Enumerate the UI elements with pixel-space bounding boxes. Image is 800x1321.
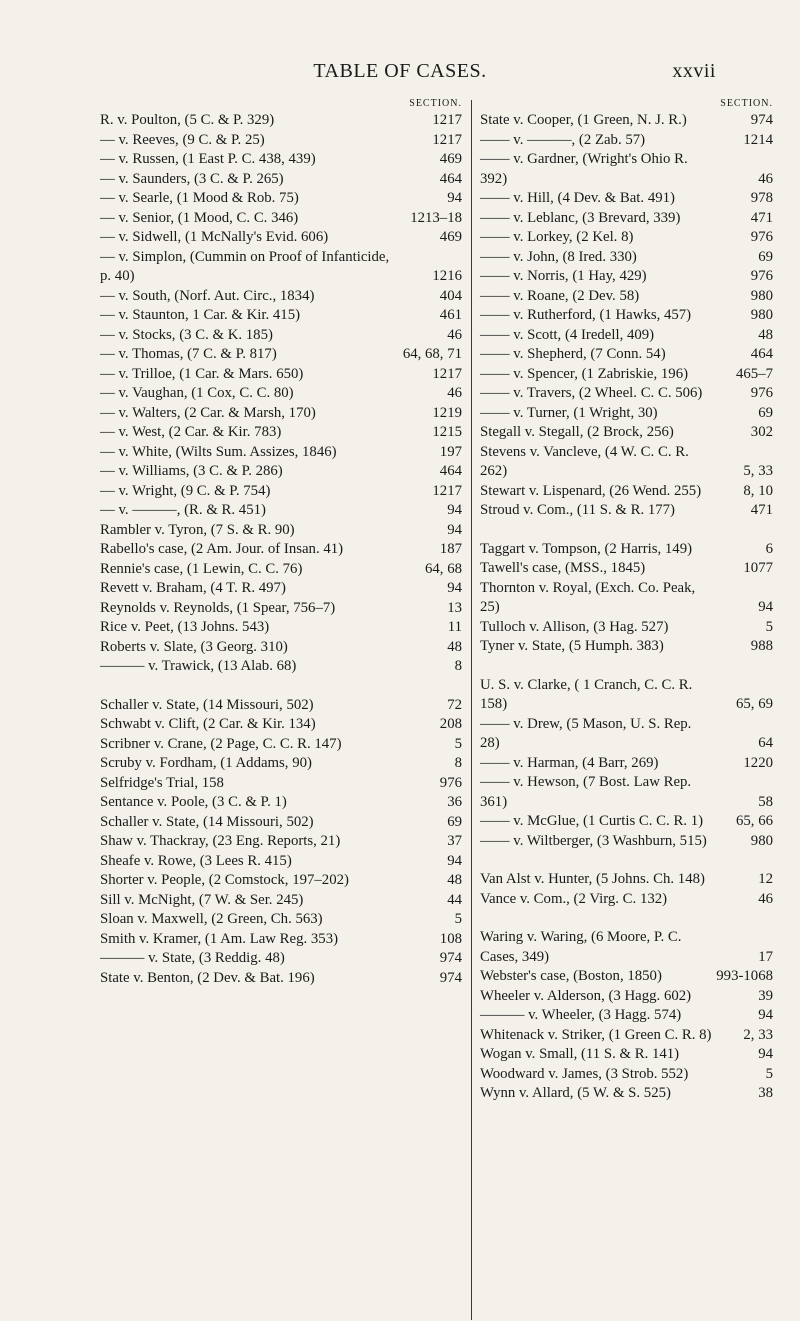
case-citation: Schwabt v. Clift, (2 Car. & Kir. 134) xyxy=(100,716,316,732)
case-entry xyxy=(100,384,462,404)
case-citation: — v. Simplon, (Cummin on Proof of Infanticide, p. 40) xyxy=(100,248,390,284)
case-citation: Webster's case, (Boston, 1850) xyxy=(480,968,662,984)
section-number: 94 xyxy=(447,502,462,518)
case-entry xyxy=(100,521,462,541)
case-entry xyxy=(480,423,773,443)
case-citation: —— v. Gardner, (Wright's Ohio R. 392) xyxy=(480,151,688,187)
case-entry xyxy=(100,852,462,872)
section-number: 46 xyxy=(758,170,773,187)
section-number: 404 xyxy=(439,287,462,304)
case-citation: — v. Searle, (1 Mood & Rob. 75) xyxy=(100,190,299,206)
case-citation: —— v. John, (8 Ired. 330) xyxy=(480,248,637,265)
case-entry xyxy=(480,773,773,812)
case-entry xyxy=(480,326,773,346)
left-entry-groups xyxy=(100,111,462,988)
section-number: 46 xyxy=(758,890,773,907)
case-citation: Roberts v. Slate, (3 Georg. 310) xyxy=(100,638,288,655)
case-citation: Wheeler v. Alderson, (3 Hagg. 602) xyxy=(480,987,692,1004)
section-number: 39 xyxy=(758,987,773,1004)
case-entry xyxy=(480,248,773,268)
case-citation: Shaw v. Thackray, (23 Eng. Reports, 21) xyxy=(100,833,341,849)
section-number: 5 xyxy=(765,1065,773,1082)
case-entry xyxy=(480,967,773,987)
section-number: 94 xyxy=(447,580,462,596)
case-group xyxy=(100,696,462,989)
case-citation: State v. Cooper, (1 Green, N. J. R.) xyxy=(480,112,687,128)
case-entry xyxy=(100,540,462,560)
case-entry xyxy=(100,150,462,170)
case-citation: — v. Williams, (3 C. & P. 286) xyxy=(100,463,283,479)
case-citation: ——— v. Trawick, (13 Alab. 68) xyxy=(100,658,297,674)
group-spacer xyxy=(480,657,773,676)
case-entry xyxy=(480,754,773,774)
section-number: 108 xyxy=(439,930,462,947)
section-number: 978 xyxy=(750,190,773,206)
case-citation: — v. Reeves, (9 C. & P. 25) xyxy=(100,131,265,148)
case-entry xyxy=(480,345,773,365)
case-entry xyxy=(100,618,462,638)
case-citation: Sill v. McNight, (7 W. & Ser. 245) xyxy=(100,891,304,908)
case-citation: —— v. Turner, (1 Wright, 30) xyxy=(480,404,658,421)
case-entry xyxy=(480,832,773,852)
section-number: 69 xyxy=(758,248,773,265)
case-entry xyxy=(480,306,773,326)
left-column xyxy=(100,97,462,988)
case-entry xyxy=(100,754,462,774)
case-citation: — v. South, (Norf. Aut. Circ., 1834) xyxy=(100,287,315,304)
case-entry xyxy=(480,384,773,404)
case-citation: ——— v. Wheeler, (3 Hagg. 574) xyxy=(480,1007,682,1023)
section-number: 8, 10 xyxy=(743,482,773,499)
case-entry xyxy=(480,890,773,910)
case-citation: — v. Wright, (9 C. & P. 754) xyxy=(100,482,271,499)
section-number: 1217 xyxy=(432,482,462,499)
case-citation: Selfridge's Trial, 158 xyxy=(100,774,224,791)
section-number: 94 xyxy=(447,521,462,538)
section-number: 37 xyxy=(447,833,462,849)
case-entry xyxy=(100,638,462,658)
case-citation: ——— v. State, (3 Reddig. 48) xyxy=(100,950,285,966)
section-number: 5 xyxy=(454,735,462,752)
section-column-label: SECTION. xyxy=(409,98,462,109)
case-citation: Wogan v. Small, (11 S. & R. 141) xyxy=(480,1046,680,1062)
section-number: 471 xyxy=(750,209,773,226)
section-number: 1217 xyxy=(432,112,462,128)
section-number: 993-1068 xyxy=(716,968,773,984)
section-number: 1219 xyxy=(432,404,462,421)
case-citation: Van Alst v. Hunter, (5 Johns. Ch. 148) xyxy=(480,871,705,887)
section-number: 72 xyxy=(447,696,462,713)
section-number: 464 xyxy=(439,170,462,187)
case-entry xyxy=(100,423,462,443)
section-number: 976 xyxy=(750,268,773,284)
case-entry xyxy=(100,657,462,677)
running-header xyxy=(0,60,800,83)
case-entry xyxy=(480,870,773,890)
section-number: 461 xyxy=(439,307,462,323)
case-entry xyxy=(100,599,462,619)
case-citation: Sloan v. Maxwell, (2 Green, Ch. 563) xyxy=(100,911,323,927)
case-citation: Tawell's case, (MSS., 1845) xyxy=(480,560,646,576)
section-number: 5 xyxy=(765,618,773,635)
case-citation: —— v. ———, (2 Zab. 57) xyxy=(480,131,646,148)
group-spacer xyxy=(480,851,773,870)
section-number: 1220 xyxy=(743,754,773,771)
case-citation: —— v. McGlue, (1 Curtis C. C. R. 1) xyxy=(480,813,704,829)
section-number: 974 xyxy=(439,969,462,986)
case-citation: Scribner v. Crane, (2 Page, C. C. R. 147) xyxy=(100,735,342,752)
case-citation: —— v. Leblanc, (3 Brevard, 339) xyxy=(480,209,681,226)
case-citation: Rabello's case, (2 Am. Jour. of Insan. 41) xyxy=(100,541,344,557)
case-entry xyxy=(100,715,462,735)
group-spacer xyxy=(480,521,773,540)
section-number: 471 xyxy=(750,502,773,518)
group-spacer xyxy=(100,677,462,696)
case-entry xyxy=(480,287,773,307)
case-citation: — v. West, (2 Car. & Kir. 783) xyxy=(100,424,282,440)
case-group xyxy=(480,928,773,1104)
case-entry xyxy=(100,832,462,852)
case-entry xyxy=(480,131,773,151)
case-entry xyxy=(480,111,773,131)
case-entry xyxy=(480,404,773,424)
section-number: 197 xyxy=(439,443,462,460)
section-number: 46 xyxy=(447,385,462,401)
case-citation: Wynn v. Allard, (5 W. & S. 525) xyxy=(480,1085,671,1101)
case-citation: Thornton v. Royal, (Exch. Co. Peak, 25) xyxy=(480,579,696,615)
case-citation: —— v. Scott, (4 Iredell, 409) xyxy=(480,326,655,343)
case-entry xyxy=(480,267,773,287)
case-entry xyxy=(100,910,462,930)
case-citation: Reynolds v. Reynolds, (1 Spear, 756–7) xyxy=(100,599,336,616)
case-citation: — v. Stocks, (3 C. & K. 185) xyxy=(100,326,273,343)
section-number: 94 xyxy=(447,190,462,206)
section-number: 94 xyxy=(447,852,462,869)
section-number: 208 xyxy=(439,716,462,732)
case-entry xyxy=(480,676,773,715)
case-citation: — v. Russen, (1 East P. C. 438, 439) xyxy=(100,151,316,167)
case-citation: Waring v. Waring, (6 Moore, P. C. Cases, 349) xyxy=(480,929,682,965)
case-entry xyxy=(480,1006,773,1026)
section-number: 988 xyxy=(750,638,773,654)
case-entry xyxy=(100,696,462,716)
case-entry xyxy=(100,501,462,521)
case-group xyxy=(100,111,462,677)
case-citation: — v. White, (Wilts Sum. Assizes, 1846) xyxy=(100,443,337,460)
case-entry xyxy=(100,579,462,599)
case-citation: Stroud v. Com., (11 S. & R. 177) xyxy=(480,502,675,518)
section-number: 8 xyxy=(454,755,462,771)
section-number: 13 xyxy=(447,599,462,616)
case-entry xyxy=(480,209,773,229)
case-entry xyxy=(100,482,462,502)
case-citation: U. S. v. Clarke, ( 1 Cranch, C. C. R. 158) xyxy=(480,676,693,712)
case-citation: Revett v. Braham, (4 T. R. 497) xyxy=(100,580,286,596)
case-entry xyxy=(100,793,462,813)
section-number: 464 xyxy=(750,346,773,362)
case-citation: —— v. Drew, (5 Mason, U. S. Rep. 28) xyxy=(480,715,692,751)
case-entry xyxy=(100,404,462,424)
section-number: 38 xyxy=(758,1085,773,1101)
case-entry xyxy=(100,774,462,794)
case-entry xyxy=(100,891,462,911)
section-number: 64, 68, 71 xyxy=(402,346,462,362)
section-number: 187 xyxy=(439,541,462,557)
section-number: 11 xyxy=(447,619,462,635)
case-citation: Rennie's case, (1 Lewin, C. C. 76) xyxy=(100,560,303,577)
case-citation: State v. Benton, (2 Dev. & Bat. 196) xyxy=(100,969,315,986)
section-column-label: SECTION. xyxy=(720,98,773,109)
case-citation: — v. Sidwell, (1 McNally's Evid. 606) xyxy=(100,229,329,245)
case-citation: Taggart v. Tompson, (2 Harris, 149) xyxy=(480,540,693,557)
case-citation: R. v. Poulton, (5 C. & P. 329) xyxy=(100,112,275,128)
case-citation: — v. Senior, (1 Mood, C. C. 346) xyxy=(100,209,299,226)
case-entry xyxy=(100,735,462,755)
case-entry xyxy=(480,150,773,189)
case-entry xyxy=(480,715,773,754)
case-citation: —— v. Lorkey, (2 Kel. 8) xyxy=(480,229,634,245)
case-entry xyxy=(480,228,773,248)
case-citation: —— v. Norris, (1 Hay, 429) xyxy=(480,268,647,284)
case-entry xyxy=(100,131,462,151)
section-number: 46 xyxy=(447,326,462,343)
section-number: 65, 66 xyxy=(736,813,773,829)
section-number: 465–7 xyxy=(736,365,773,382)
case-entry xyxy=(480,812,773,832)
case-citation: Stegall v. Stegall, (2 Brock, 256) xyxy=(480,424,674,440)
case-citation: —— v. Wiltberger, (3 Washburn, 515) xyxy=(480,832,707,849)
case-group xyxy=(480,111,773,521)
section-number: 464 xyxy=(439,463,462,479)
case-entry xyxy=(480,928,773,967)
section-number: 94 xyxy=(758,1046,773,1062)
case-citation: — v. Saunders, (3 C. & P. 265) xyxy=(100,170,284,187)
section-number: 5 xyxy=(454,911,462,927)
section-number: 980 xyxy=(750,287,773,304)
case-entry xyxy=(100,326,462,346)
case-citation: Sentance v. Poole, (3 C. & P. 1) xyxy=(100,794,287,810)
case-entry xyxy=(480,579,773,618)
case-citation: — v. Staunton, 1 Car. & Kir. 415) xyxy=(100,307,301,323)
case-citation: Tulloch v. Allison, (3 Hag. 527) xyxy=(480,618,669,635)
case-entry xyxy=(100,949,462,969)
case-entry xyxy=(100,306,462,326)
section-number: 94 xyxy=(758,599,773,615)
case-entry xyxy=(480,540,773,560)
section-number: 1215 xyxy=(432,424,462,440)
right-entry-groups xyxy=(480,111,773,1104)
case-citation: Schaller v. State, (14 Missouri, 502) xyxy=(100,696,314,713)
section-number: 469 xyxy=(439,151,462,167)
case-citation: Vance v. Com., (2 Virg. C. 132) xyxy=(480,890,668,907)
page-title: TABLE OF CASES. xyxy=(313,60,487,82)
case-entry xyxy=(100,287,462,307)
section-number: 44 xyxy=(447,891,462,908)
case-citation: — v. ———, (R. & R. 451) xyxy=(100,502,266,518)
section-number: 974 xyxy=(439,950,462,966)
case-entry xyxy=(100,365,462,385)
section-number: 65, 69 xyxy=(736,696,773,712)
case-citation: Scruby v. Fordham, (1 Addams, 90) xyxy=(100,755,312,771)
case-entry xyxy=(100,248,462,287)
section-number: 48 xyxy=(447,638,462,655)
case-entry xyxy=(100,189,462,209)
section-number: 69 xyxy=(447,813,462,830)
case-entry xyxy=(100,111,462,131)
case-entry xyxy=(480,501,773,521)
case-citation: —— v. Rutherford, (1 Hawks, 457) xyxy=(480,307,692,323)
case-citation: Stevens v. Vancleve, (4 W. C. C. R. 262) xyxy=(480,443,689,479)
case-citation: Whitenack v. Striker, (1 Green C. R. 8) xyxy=(480,1026,712,1043)
section-number: 1213–18 xyxy=(410,209,462,226)
case-citation: Rambler v. Tyron, (7 S. & R. 90) xyxy=(100,521,295,538)
case-entry xyxy=(480,1065,773,1085)
case-citation: Shorter v. People, (2 Comstock, 197–202) xyxy=(100,872,349,888)
case-entry xyxy=(100,969,462,989)
section-number: 1214 xyxy=(743,131,773,148)
case-citation: — v. Trilloe, (1 Car. & Mars. 650) xyxy=(100,365,304,382)
group-spacer xyxy=(480,909,773,928)
case-citation: Woodward v. James, (3 Strob. 552) xyxy=(480,1065,689,1082)
section-number: 64 xyxy=(758,735,773,751)
case-entry xyxy=(480,482,773,502)
case-citation: —— v. Harman, (4 Barr, 269) xyxy=(480,754,659,771)
case-entry xyxy=(100,930,462,950)
section-number: 976 xyxy=(439,774,462,791)
section-number: 12 xyxy=(758,871,773,887)
case-entry xyxy=(100,209,462,229)
section-number: 1217 xyxy=(432,365,462,382)
section-number: 2, 33 xyxy=(743,1026,773,1043)
case-citation: Rice v. Peet, (13 Johns. 543) xyxy=(100,619,270,635)
case-citation: Sheafe v. Rowe, (3 Lees R. 415) xyxy=(100,852,292,869)
right-column xyxy=(480,97,773,1104)
section-number: 5, 33 xyxy=(743,463,773,479)
case-entry xyxy=(100,228,462,248)
section-number: 69 xyxy=(758,404,773,421)
case-entry xyxy=(480,559,773,579)
case-citation: —— v. Roane, (2 Dev. 58) xyxy=(480,287,640,304)
case-citation: —— v. Spencer, (1 Zabriskie, 196) xyxy=(480,365,689,382)
case-entry xyxy=(100,443,462,463)
section-number: 94 xyxy=(758,1007,773,1023)
section-number: 6 xyxy=(765,540,773,557)
case-entry xyxy=(480,637,773,657)
case-entry xyxy=(480,1084,773,1104)
section-number: 974 xyxy=(750,112,773,128)
case-citation: Schaller v. State, (14 Missouri, 502) xyxy=(100,813,314,830)
case-entry xyxy=(480,365,773,385)
case-citation: Smith v. Kramer, (1 Am. Law Reg. 353) xyxy=(100,930,339,947)
section-number: 469 xyxy=(439,229,462,245)
case-group xyxy=(480,676,773,852)
case-entry xyxy=(480,618,773,638)
case-citation: —— v. Hill, (4 Dev. & Bat. 491) xyxy=(480,190,675,206)
page-number: xxvii xyxy=(672,60,716,82)
case-entry xyxy=(480,189,773,209)
case-citation: Stewart v. Lispenard, (26 Wend. 255) xyxy=(480,482,702,499)
case-entry xyxy=(100,871,462,891)
case-entry xyxy=(100,170,462,190)
section-number: 48 xyxy=(447,872,462,888)
section-number: 1217 xyxy=(432,131,462,148)
section-number: 976 xyxy=(750,229,773,245)
case-entry xyxy=(100,462,462,482)
case-citation: —— v. Travers, (2 Wheel. C. C. 506) xyxy=(480,385,703,401)
section-number: 980 xyxy=(750,307,773,323)
case-entry xyxy=(480,1026,773,1046)
section-number: 17 xyxy=(758,948,773,965)
section-number: 980 xyxy=(750,832,773,849)
section-number: 64, 68 xyxy=(425,560,462,577)
section-number: 1216 xyxy=(432,268,462,284)
section-number: 1077 xyxy=(743,560,773,576)
case-entry xyxy=(480,1045,773,1065)
section-number: 36 xyxy=(447,794,462,810)
case-group xyxy=(480,870,773,909)
case-citation: — v. Walters, (2 Car. & Marsh, 170) xyxy=(100,404,316,421)
case-citation: —— v. Shepherd, (7 Conn. 54) xyxy=(480,346,666,362)
case-citation: — v. Vaughan, (1 Cox, C. C. 80) xyxy=(100,385,294,401)
case-entry xyxy=(100,560,462,580)
case-group xyxy=(480,540,773,657)
section-number: 48 xyxy=(758,326,773,343)
section-number: 8 xyxy=(454,658,462,674)
case-entry xyxy=(480,987,773,1007)
section-number: 976 xyxy=(750,385,773,401)
case-citation: Tyner v. State, (5 Humph. 383) xyxy=(480,638,664,654)
case-entry xyxy=(480,443,773,482)
case-citation: — v. Thomas, (7 C. & P. 817) xyxy=(100,346,277,362)
case-citation: —— v. Hewson, (7 Bost. Law Rep. 361) xyxy=(480,774,692,810)
case-entry xyxy=(100,345,462,365)
section-number: 302 xyxy=(750,424,773,440)
case-entry xyxy=(100,813,462,833)
section-number: 58 xyxy=(758,793,773,810)
column-divider xyxy=(471,100,472,1320)
